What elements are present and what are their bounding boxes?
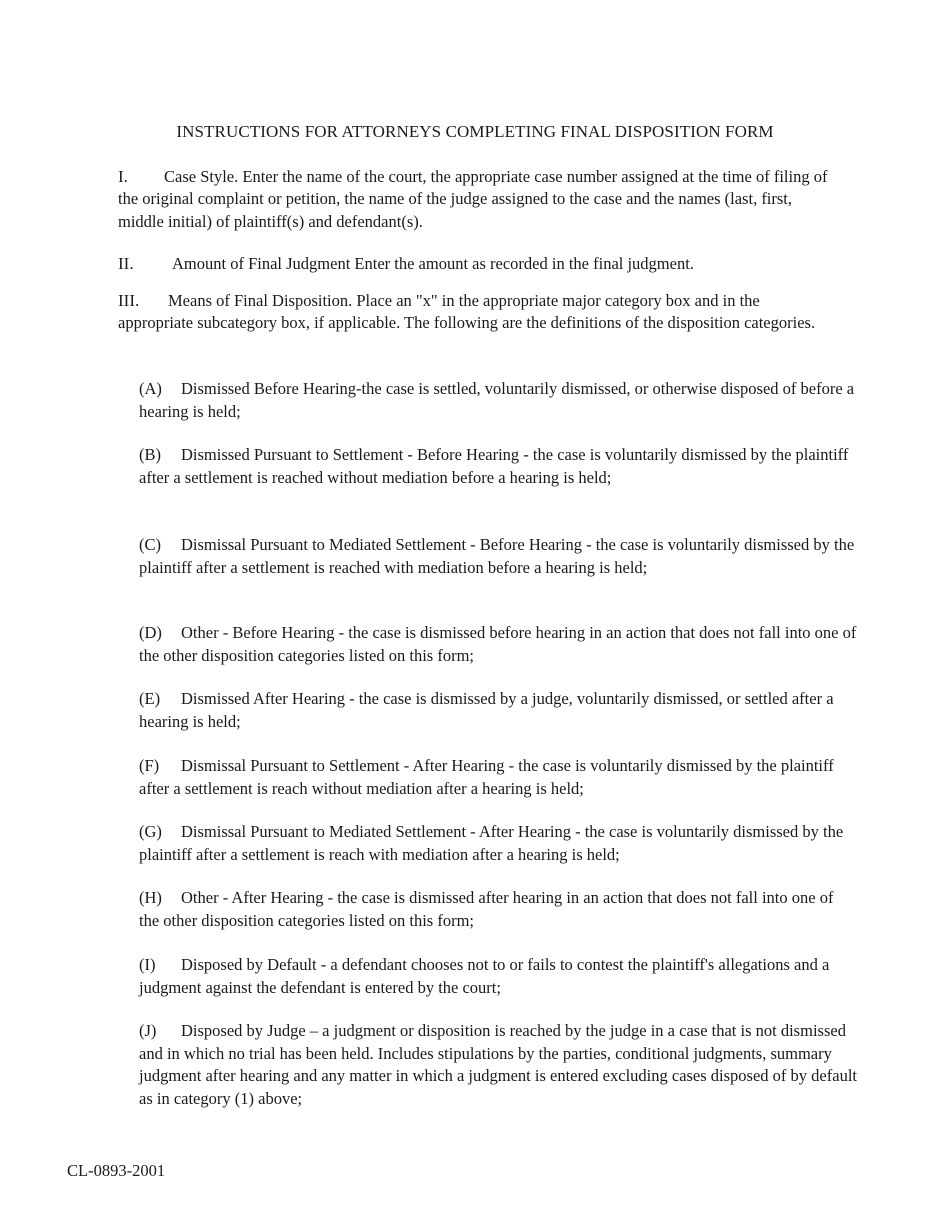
category-f	[139, 755, 857, 800]
section-means-of-final-disposition	[118, 290, 838, 335]
category-c	[139, 534, 857, 579]
section-number: I.	[118, 167, 128, 186]
section-text: Amount of Final Judgment Enter the amount as recorded in the final judgment.	[172, 254, 694, 273]
category-b	[139, 444, 857, 489]
section-case-style	[118, 166, 838, 233]
section-text: Means of Final Disposition. Place an "x" in the appropriate major category box and in the appropriate subcategory box, if applicable. The following are the definitions of the disposition categories.	[118, 291, 816, 333]
category-letter: (A)	[139, 379, 162, 398]
category-text: Dismissed Pursuant to Settlement - Before Hearing - the case is voluntarily dismissed by the plaintiff after a settlement is reached without mediation before a hearing is held;	[139, 445, 849, 487]
category-d	[139, 622, 857, 667]
category-letter: (I)	[139, 955, 156, 974]
category-j	[139, 1020, 857, 1110]
section-number: II.	[118, 254, 134, 273]
section-number: III.	[118, 291, 140, 310]
category-text: Dismissal Pursuant to Mediated Settlement - After Hearing - the case is voluntarily dismissed by the plaintiff after a settlement is reach with mediation after a hearing is held;	[139, 822, 844, 864]
category-letter: (G)	[139, 822, 162, 841]
section-text: Case Style. Enter the name of the court, the appropriate case number assigned at the time of filing of the original complaint or petition, the name of the judge assigned to the case and the names (last, first, middle initial) of plaintiff(s) and defendant(s).	[118, 167, 828, 231]
category-e	[139, 688, 857, 733]
category-text: Dismissed Before Hearing-the case is settled, voluntarily dismissed, or otherwise disposed of before a hearing is held;	[139, 379, 855, 421]
category-text: Dismissal Pursuant to Settlement - After Hearing - the case is voluntarily dismissed by the plaintiff after a settlement is reach without mediation after a hearing is held;	[139, 756, 834, 798]
category-text: Disposed by Judge – a judgment or disposition is reached by the judge in a case that is not dismissed and in which no trial has been held. Includes stipulations by the parties, conditional judgments, summary judgment after hearing and any matter in which a judgment is entered excluding cases disposed of by default as in category (1) above;	[139, 1021, 857, 1108]
category-i	[139, 954, 857, 999]
category-h	[139, 887, 857, 932]
category-letter: (E)	[139, 689, 161, 708]
category-g	[139, 821, 857, 866]
category-a	[139, 378, 857, 423]
category-letter: (H)	[139, 888, 162, 907]
category-letter: (D)	[139, 623, 162, 642]
category-text: Other - Before Hearing - the case is dismissed before hearing in an action that does not fall into one of the other disposition categories listed on this form;	[139, 623, 857, 665]
category-letter: (B)	[139, 445, 161, 464]
section-amount-of-final-judgment	[118, 253, 838, 275]
form-code: CL-0893-2001	[67, 1161, 166, 1180]
category-letter: (J)	[139, 1021, 157, 1040]
category-text: Other - After Hearing - the case is dismissed after hearing in an action that does not fall into one of the other disposition categories listed on this form;	[139, 888, 834, 930]
category-text: Disposed by Default - a defendant chooses not to or fails to contest the plaintiff's allegations and a judgment against the defendant is entered by the court;	[139, 955, 830, 997]
category-letter: (F)	[139, 756, 160, 775]
page-title: INSTRUCTIONS FOR ATTORNEYS COMPLETING FINAL DISPOSITION FORM	[176, 122, 774, 141]
category-text: Dismissal Pursuant to Mediated Settlement - Before Hearing - the case is voluntarily dismissed by the plaintiff after a settlement is reached with mediation before a hearing is held;	[139, 535, 855, 577]
category-text: Dismissed After Hearing - the case is dismissed by a judge, voluntarily dismissed, or settled after a hearing is held;	[139, 689, 834, 731]
category-letter: (C)	[139, 535, 161, 554]
